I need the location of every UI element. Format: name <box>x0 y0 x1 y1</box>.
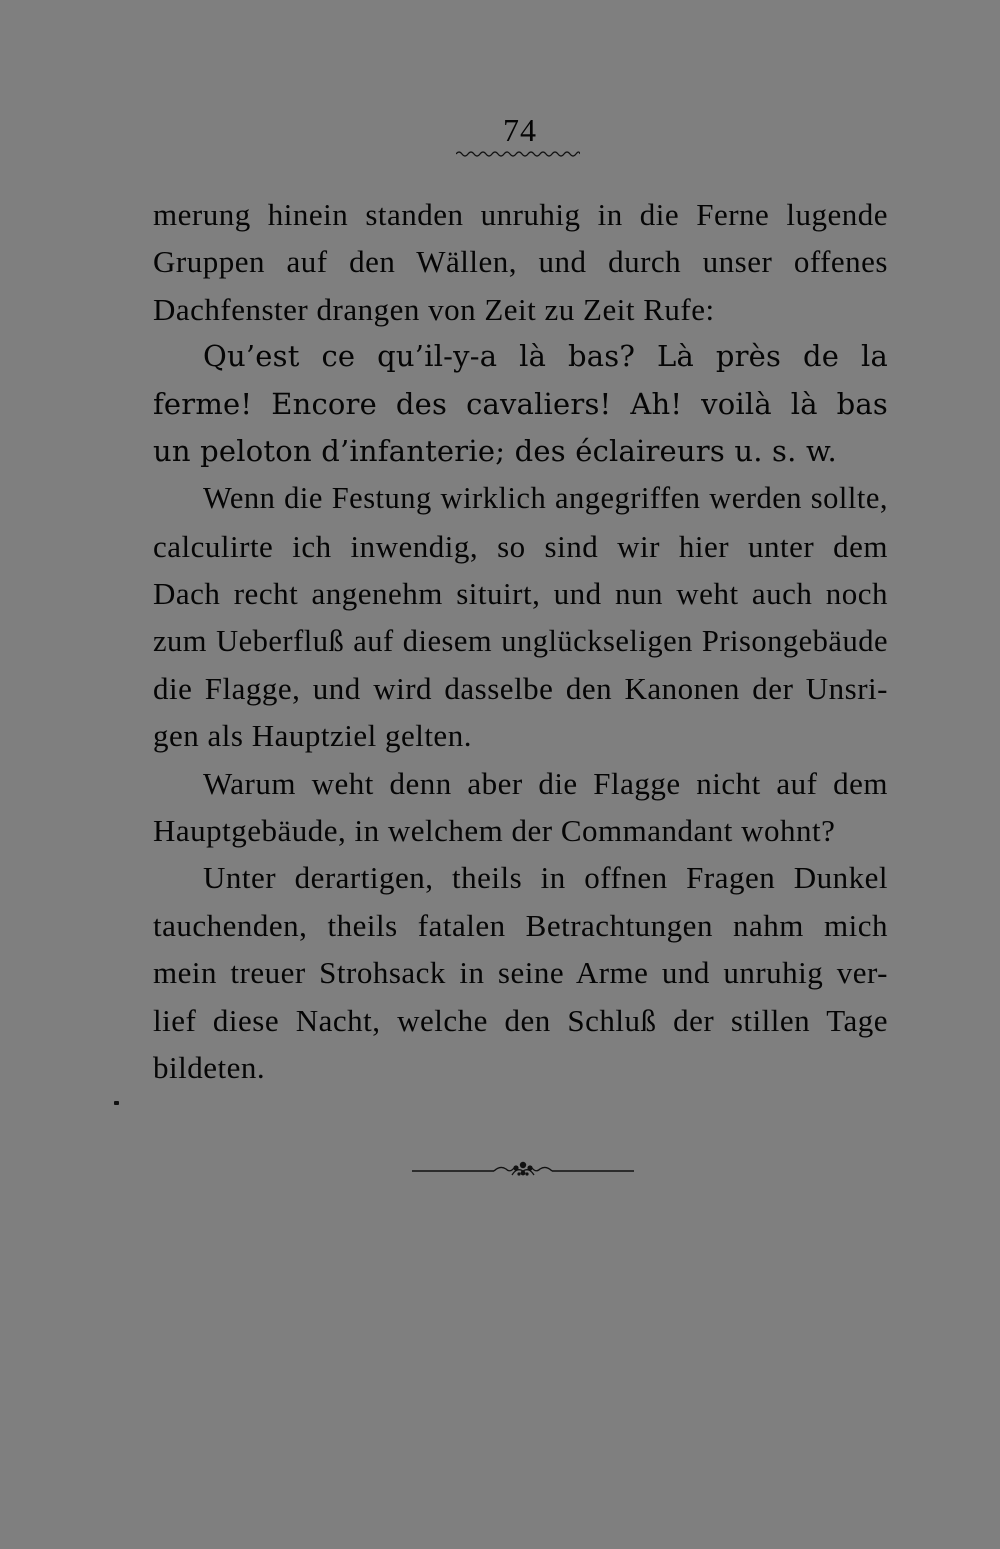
text-line: zum Ueberfluß auf diesem unglückseligen Prisongebäude <box>153 623 888 658</box>
body-text <box>153 191 888 1091</box>
text-line: mein treuer Strohsack in seine Arme und unruhig ver- <box>153 955 888 991</box>
text-line: Gruppen auf den Wällen, und durch unser offenes <box>153 244 888 280</box>
page-number-wavy-rule <box>456 150 580 158</box>
text-line: Dach recht angenehm situirt, und nun weht auch noch <box>153 576 888 612</box>
text-line: die Flagge, und wird dasselbe den Kanonen der Unsri- <box>153 670 888 706</box>
text-line: Wenn die Festung wirklich angegriffen werden sollte, <box>203 481 888 516</box>
text-line: Unter derartigen, theils in offnen Fragen Dunkel <box>203 860 888 896</box>
text-line: un peloton d’infanterie; des éclaireurs u. s. w. <box>153 433 837 468</box>
text-line: merung hinein standen unruhig in die Ferne lugende <box>153 197 888 232</box>
text-line: Dachfenster drangen von Zeit zu Zeit Rufe: <box>153 291 715 327</box>
tail-ornament <box>412 1160 634 1182</box>
text-line: tauchenden, theils fatalen Betrachtungen nahm mich <box>153 907 888 943</box>
text-line: Qu’est ce qu’il-y-a là bas? Là près de la <box>203 339 888 374</box>
text-line: Warum weht denn aber die Flagge nicht auf dem <box>203 765 888 801</box>
text-line: calculirte ich inwendig, so sind wir hier unter dem <box>153 528 888 564</box>
text-line: bildeten. <box>153 1050 266 1086</box>
text-line: gen als Hauptziel gelten. <box>153 718 472 754</box>
text-line: ferme! Encore des cavaliers! Ah! voilà là bas <box>153 386 888 421</box>
stray-ink-mark <box>114 1101 119 1105</box>
page-number: 74 <box>503 112 537 148</box>
text-line: lief diese Nacht, welche den Schluß der stillen Tage <box>153 1002 888 1038</box>
text-line: Hauptgebäude, in welchem der Commandant wohnt? <box>153 813 836 849</box>
